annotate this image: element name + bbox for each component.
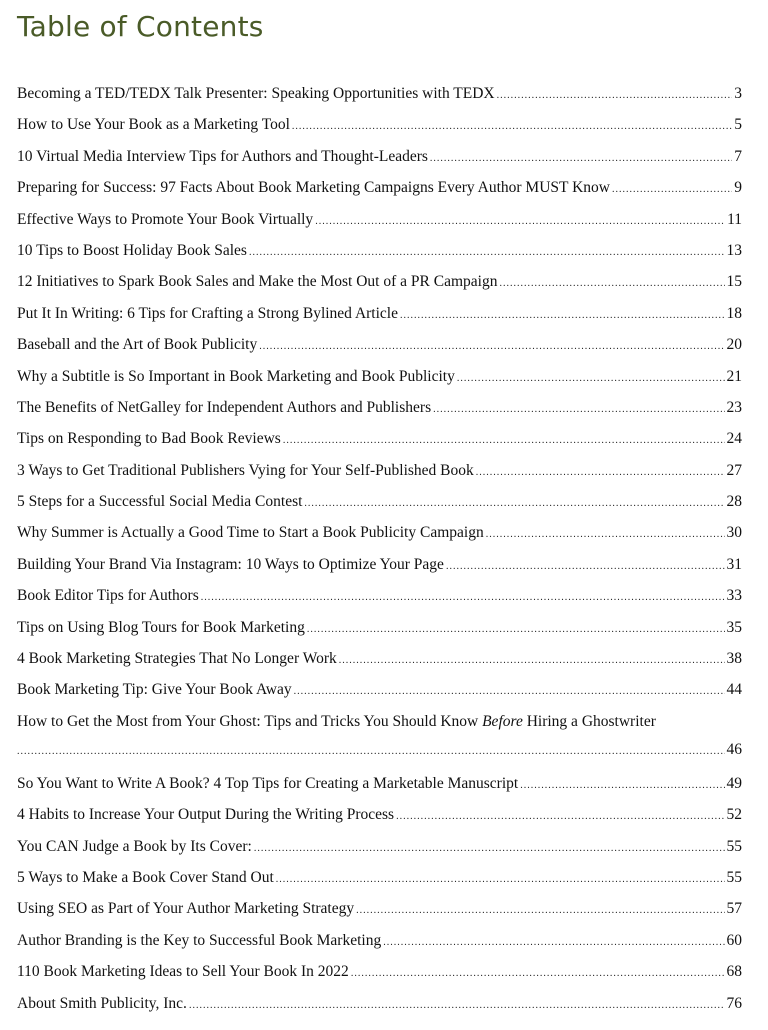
dot-leader xyxy=(612,179,732,201)
toc-entry-title: Author Branding is the Key to Successful Book Marketing xyxy=(17,931,382,949)
toc-entry[interactable] xyxy=(17,146,742,177)
toc-entry-title: 12 Initiatives to Spark Book Sales and Make the Most Out of a PR Campaign xyxy=(17,273,498,291)
toc-list xyxy=(17,83,742,1024)
toc-entry[interactable] xyxy=(17,898,742,929)
toc-entry-page: 23 xyxy=(726,398,742,416)
toc-heading: Table of Contents xyxy=(17,10,264,43)
toc-entry-page: 49 xyxy=(726,774,742,792)
toc-entry-page: 30 xyxy=(726,524,742,542)
toc-entry[interactable] xyxy=(17,209,742,240)
toc-entry[interactable] xyxy=(17,648,742,679)
toc-entry-page: 20 xyxy=(726,336,742,354)
toc-entry-page: 76 xyxy=(726,994,742,1012)
toc-entry[interactable] xyxy=(17,491,742,522)
toc-entry-page: 55 xyxy=(726,837,742,855)
toc-entry[interactable] xyxy=(17,397,742,428)
dot-leader xyxy=(249,242,725,264)
toc-entry-title: Becoming a TED/TEDX Talk Presenter: Speaking Opportunities with TEDX xyxy=(17,85,495,102)
toc-entry[interactable] xyxy=(17,114,742,145)
dot-leader xyxy=(201,587,725,609)
toc-entry-title: Tips on Responding to Bad Book Reviews xyxy=(17,430,281,448)
toc-entry-leader-line xyxy=(17,739,742,763)
toc-entry[interactable] xyxy=(17,867,742,898)
toc-entry-page: 31 xyxy=(726,555,742,573)
dot-leader xyxy=(520,775,724,797)
toc-entry-title: 4 Habits to Increase Your Output During the Writing Process xyxy=(17,806,395,824)
dot-leader xyxy=(292,116,732,138)
toc-entry-title: Using SEO as Part of Your Author Marketing Strategy xyxy=(17,900,355,918)
toc-entry-page: 27 xyxy=(726,461,742,479)
toc-entry-page: 55 xyxy=(726,868,742,886)
dot-leader xyxy=(430,148,732,170)
dot-leader xyxy=(189,995,725,1017)
toc-entry-title: Baseball and the Art of Book Publicity xyxy=(17,336,258,354)
toc-entry-page: 33 xyxy=(726,587,742,605)
dot-leader xyxy=(433,399,724,421)
toc-entry-title: Book Marketing Tip: Give Your Book Away xyxy=(17,681,292,699)
toc-entry-title: 10 Tips to Boost Holiday Book Sales xyxy=(17,241,247,259)
toc-entry[interactable] xyxy=(17,83,742,114)
dot-leader xyxy=(259,336,724,358)
dot-leader xyxy=(307,619,725,641)
toc-entry-ghostwriter[interactable] xyxy=(17,711,742,773)
toc-entry-page: 13 xyxy=(726,241,742,259)
dot-leader xyxy=(457,368,725,390)
toc-entry[interactable] xyxy=(17,334,742,365)
toc-entry-title: Preparing for Success: 97 Facts About Book Marketing Campaigns Every Author MUST Know xyxy=(17,179,610,197)
toc-entry-page: 57 xyxy=(726,900,742,918)
toc-entry-page: 15 xyxy=(726,273,742,291)
toc-entry-title: Why a Subtitle is So Important in Book Marketing and Book Publicity xyxy=(17,367,455,385)
toc-entry-page: 35 xyxy=(726,618,742,636)
toc-entry-page: 24 xyxy=(726,430,742,448)
dot-leader xyxy=(304,493,724,515)
toc-entry-title: So You Want to Write A Book? 4 Top Tips for Creating a Marketable Manuscript xyxy=(17,774,519,792)
toc-entry[interactable] xyxy=(17,522,742,553)
toc-entry-title: Tips on Using Blog Tours for Book Marketing xyxy=(17,618,305,636)
toc-entry-page: 18 xyxy=(726,304,742,322)
toc-entry[interactable] xyxy=(17,240,742,271)
toc-entry-title: 3 Ways to Get Traditional Publishers Vying for Your Self-Published Book xyxy=(17,461,474,479)
toc-entry[interactable] xyxy=(17,554,742,585)
toc-entry[interactable] xyxy=(17,836,742,867)
toc-entry-page: 52 xyxy=(726,806,742,824)
toc-entry[interactable] xyxy=(17,617,742,648)
toc-entry-title: 10 Virtual Media Interview Tips for Authors and Thought-Leaders xyxy=(17,147,428,165)
dot-leader xyxy=(315,211,725,233)
dot-leader xyxy=(339,650,725,672)
toc-entry-title: 110 Book Marketing Ideas to Sell Your Book In 2022 xyxy=(17,963,349,981)
toc-entry[interactable] xyxy=(17,271,742,302)
toc-entry-title: About Smith Publicity, Inc. xyxy=(17,994,187,1012)
dot-leader xyxy=(294,681,725,703)
dot-leader xyxy=(17,741,725,763)
toc-entry-page: 38 xyxy=(726,650,742,668)
dot-leader xyxy=(499,273,724,295)
toc-entry[interactable] xyxy=(17,993,742,1024)
toc-entry[interactable] xyxy=(17,930,742,961)
toc-entry-page: 46 xyxy=(726,740,742,758)
toc-entry-title: 5 Steps for a Successful Social Media Contest xyxy=(17,493,303,511)
toc-entry-page: 7 xyxy=(734,147,742,165)
dot-leader xyxy=(400,305,725,327)
toc-entry-page: 5 xyxy=(734,116,742,134)
toc-entry-title: How to Use Your Book as a Marketing Tool xyxy=(17,116,290,134)
toc-entry-page: 44 xyxy=(726,681,742,699)
dot-leader xyxy=(276,869,725,891)
toc-entry[interactable] xyxy=(17,303,742,334)
toc-entry-title: How to Get the Most from Your Ghost: Tips and Tricks You Should Know Before Hiring a Ghostwriter xyxy=(17,712,656,730)
toc-entry-title: The Benefits of NetGalley for Independent Authors and Publishers xyxy=(17,398,432,416)
toc-entry-title: Effective Ways to Promote Your Book Virtually xyxy=(17,210,314,228)
dot-leader xyxy=(356,900,724,922)
dot-leader xyxy=(351,963,725,985)
dot-leader xyxy=(497,85,733,107)
toc-entry[interactable] xyxy=(17,428,742,459)
dot-leader xyxy=(446,556,725,578)
toc-entry[interactable] xyxy=(17,773,742,804)
toc-entry-title: You CAN Judge a Book by Its Cover: xyxy=(17,837,252,855)
toc-entry-page: 28 xyxy=(726,493,742,511)
dot-leader xyxy=(476,462,725,484)
toc-entry[interactable] xyxy=(17,585,742,616)
dot-leader xyxy=(486,524,725,546)
toc-entry-page: 68 xyxy=(726,963,742,981)
dot-leader xyxy=(396,806,724,828)
toc-entry[interactable] xyxy=(17,679,742,710)
toc-entry-page: 60 xyxy=(726,931,742,949)
dot-leader xyxy=(283,430,725,452)
toc-entry[interactable] xyxy=(17,961,742,992)
dot-leader xyxy=(254,838,725,860)
toc-entry-page: 9 xyxy=(734,179,742,197)
toc-entry-page: 21 xyxy=(726,367,742,385)
toc-entry[interactable] xyxy=(17,177,742,208)
toc-entry-title: Book Editor Tips for Authors xyxy=(17,587,199,605)
toc-entry-title: 5 Ways to Make a Book Cover Stand Out xyxy=(17,868,274,886)
toc-entry-title: 4 Book Marketing Strategies That No Longer Work xyxy=(17,650,337,668)
toc-entry-title: Put It In Writing: 6 Tips for Crafting a Strong Bylined Article xyxy=(17,304,398,322)
toc-entry[interactable] xyxy=(17,460,742,491)
toc-entry[interactable] xyxy=(17,366,742,397)
toc-entry[interactable] xyxy=(17,804,742,835)
toc-entry-page: 11 xyxy=(727,210,742,228)
toc-entry-title: Building Your Brand Via Instagram: 10 Ways to Optimize Your Page xyxy=(17,555,444,573)
dot-leader xyxy=(383,932,724,954)
toc-entry-page: 3 xyxy=(734,85,742,102)
toc-entry-title: Why Summer is Actually a Good Time to Start a Book Publicity Campaign xyxy=(17,524,484,542)
